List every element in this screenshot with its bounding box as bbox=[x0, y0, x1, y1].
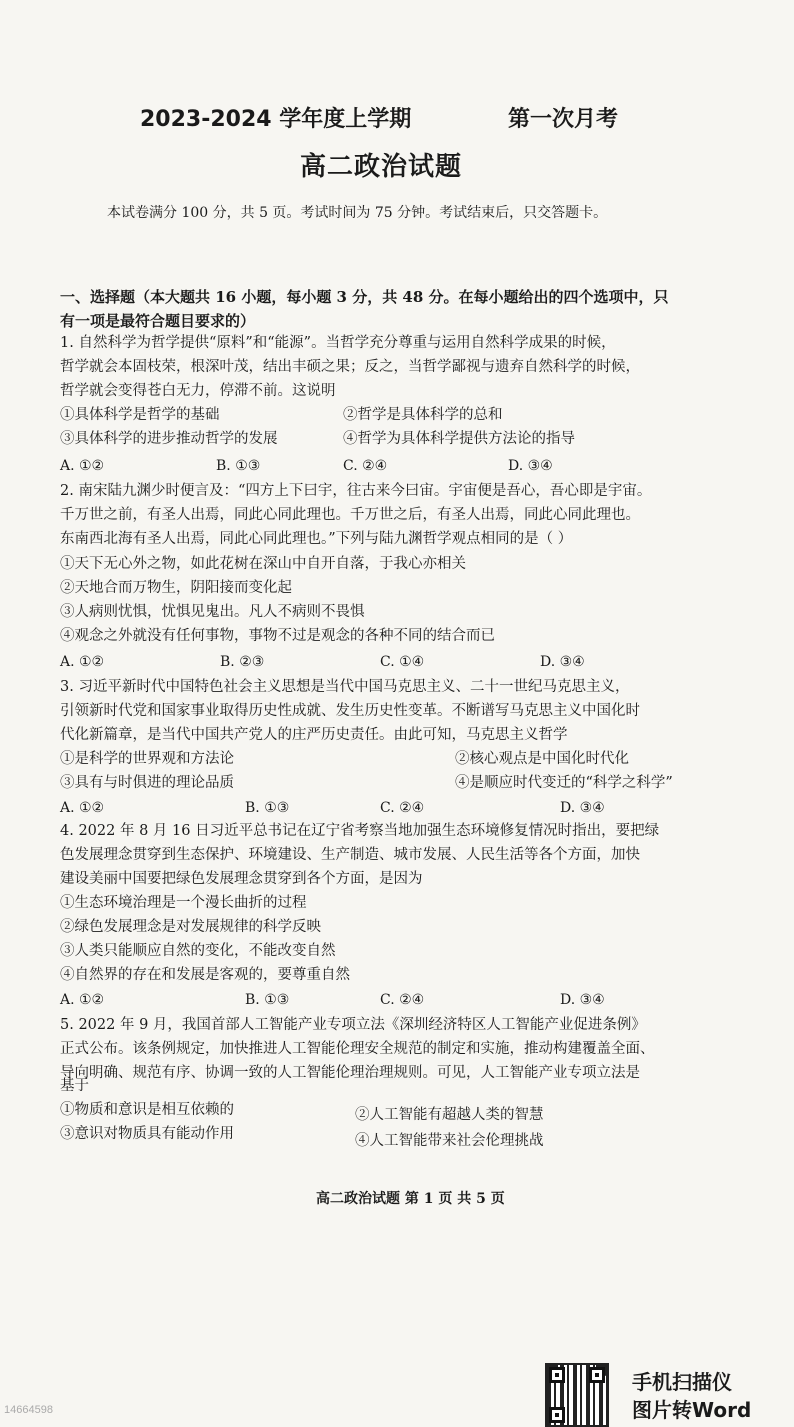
q4-stem: 4. 2022 年 8 月 16 日习近平总书记在辽宁省考察当地加强生态环境修复情况时指出，要把绿 bbox=[60, 823, 660, 839]
q4-statement-3: ③人类只能顺应自然的变化，不能改变自然 bbox=[60, 943, 336, 959]
q4-option-d: D. ③④ bbox=[560, 992, 605, 1008]
q1-stem: 哲学就会本固枝荣，根深叶茂，结出丰硕之果；反之，当哲学鄙视与遗弃自然科学的时候， bbox=[60, 359, 640, 375]
q5-stem: 基于 bbox=[60, 1078, 89, 1094]
q3-option-c: C. ②④ bbox=[380, 800, 425, 816]
q2-option-d: D. ③④ bbox=[540, 654, 585, 670]
q4-option-b: B. ①③ bbox=[245, 992, 290, 1008]
q3-option-a: A. ①② bbox=[60, 800, 105, 816]
q2-option-c: C. ①④ bbox=[380, 654, 425, 670]
q1-statement-1: ①具体科学是哲学的基础 bbox=[60, 407, 220, 423]
page-title: 高二政治试题 bbox=[300, 152, 463, 182]
q3-option-b: B. ①③ bbox=[245, 800, 290, 816]
q2-statement-2: ②天地合而万物生，阴阳接而变化起 bbox=[60, 580, 292, 596]
exam-name: 第一次月考 bbox=[508, 107, 619, 132]
q2-option-a: A. ①② bbox=[60, 654, 105, 670]
q4-statement-1: ①生态环境治理是一个漫长曲折的过程 bbox=[60, 895, 307, 911]
section-heading-line1: 一、选择题（本大题共 16 小题，每小题 3 分，共 48 分。在每小题给出的四个选项中，只 bbox=[60, 288, 669, 306]
q2-option-b: B. ②③ bbox=[220, 654, 265, 670]
q5-statement-3: ③意识对物质具有能动作用 bbox=[60, 1126, 234, 1142]
q4-statement-4: ④自然界的存在和发展是客观的，要尊重自然 bbox=[60, 967, 350, 983]
q3-statement-3: ③具有与时俱进的理论品质 bbox=[60, 775, 234, 791]
q5-statement-1: ①物质和意识是相互依赖的 bbox=[60, 1102, 234, 1118]
q2-stem: 千万世之前，有圣人出焉，同此心同此理也。千万世之后，有圣人出焉，同此心同此理也。 bbox=[60, 507, 640, 523]
page-footer: 高二政治试题 第 1 页 共 5 页 bbox=[316, 1191, 505, 1207]
q1-option-b: B. ①③ bbox=[216, 458, 261, 474]
q1-option-d: D. ③④ bbox=[508, 458, 553, 474]
q5-statement-4: ④人工智能带来社会伦理挑战 bbox=[355, 1133, 544, 1149]
q1-option-a: A. ①② bbox=[60, 458, 105, 474]
q1-option-c: C. ②④ bbox=[343, 458, 388, 474]
q2-statement-3: ③人病则忧惧，忧惧见鬼出。凡人不病则不畏惧 bbox=[60, 604, 365, 620]
q3-stem: 代化新篇章，是当代中国共产党人的庄严历史责任。由此可知，马克思主义哲学 bbox=[60, 727, 568, 743]
q3-statement-2: ②核心观点是中国化时代化 bbox=[455, 751, 629, 767]
q4-option-a: A. ①② bbox=[60, 992, 105, 1008]
scanner-brand-line2: 图片转Word bbox=[632, 1398, 752, 1422]
q2-statement-1: ①天下无心外之物，如此花树在深山中自开自落，于我心亦相关 bbox=[60, 556, 466, 572]
exam-instructions: 本试卷满分 100 分，共 5 页。考试时间为 75 分钟。考试结束后，只交答题卡。 bbox=[107, 205, 608, 221]
q4-option-c: C. ②④ bbox=[380, 992, 425, 1008]
q4-stem: 建设美丽中国要把绿色发展理念贯穿到各个方面，是因为 bbox=[60, 871, 423, 887]
q1-statement-2: ②哲学是具体科学的总和 bbox=[343, 407, 503, 423]
q2-stem: 东南西北海有圣人出焉，同此心同此理也。”下列与陆九渊哲学观点相同的是（ ） bbox=[60, 531, 573, 547]
q4-stem: 色发展理念贯穿到生态保护、环境建设、生产制造、城市发展、人民生活等各个方面，加快 bbox=[60, 847, 640, 863]
q1-stem: 哲学就会变得苍白无力，停滞不前。这说明 bbox=[60, 383, 336, 399]
q5-stem: 正式公布。该条例规定，加快推进人工智能伦理安全规范的制定和实施，推动构建覆盖全面、 bbox=[60, 1041, 655, 1057]
q3-stem: 引领新时代党和国家事业取得历史性成就、发生历史性变革。不断谱写马克思主义中国化时 bbox=[60, 703, 640, 719]
qr-code-icon bbox=[545, 1363, 609, 1427]
exam-term: 2023-2024 学年度上学期 bbox=[140, 107, 412, 132]
q3-option-d: D. ③④ bbox=[560, 800, 605, 816]
scanner-brand-line1: 手机扫描仪 bbox=[632, 1370, 732, 1394]
q3-statement-4: ④是顺应时代变迁的“科学之科学” bbox=[455, 775, 673, 791]
q1-stem: 1. 自然科学为哲学提供“原料”和“能源”。当哲学充分尊重与运用自然科学成果的时候， bbox=[60, 335, 616, 351]
watermark-id: 14664598 bbox=[4, 1404, 53, 1416]
q2-stem: 2. 南宋陆九渊少时便言及：“四方上下曰宇，往古来今曰宙。宇宙便是吾心，吾心即是宇宙。 bbox=[60, 483, 652, 499]
q3-stem: 3. 习近平新时代中国特色社会主义思想是当代中国马克思主义、二十一世纪马克思主义， bbox=[60, 679, 630, 695]
q3-statement-1: ①是科学的世界观和方法论 bbox=[60, 751, 234, 767]
q1-statement-3: ③具体科学的进步推动哲学的发展 bbox=[60, 431, 278, 447]
section-heading-line2: 有一项是最符合题目要求的） bbox=[60, 312, 256, 330]
q5-stem: 导向明确、规范有序、协调一致的人工智能伦理治理规则。可见，人工智能产业专项立法是 bbox=[60, 1065, 640, 1081]
q2-statement-4: ④观念之外就没有任何事物，事物不过是观念的各种不同的结合而已 bbox=[60, 628, 495, 644]
q1-statement-4: ④哲学为具体科学提供方法论的指导 bbox=[343, 431, 575, 447]
q5-stem: 5. 2022 年 9 月，我国首部人工智能产业专项立法《深圳经济特区人工智能产业促进条例》 bbox=[60, 1017, 646, 1033]
q4-statement-2: ②绿色发展理念是对发展规律的科学反映 bbox=[60, 919, 321, 935]
q5-statement-2: ②人工智能有超越人类的智慧 bbox=[355, 1107, 544, 1123]
